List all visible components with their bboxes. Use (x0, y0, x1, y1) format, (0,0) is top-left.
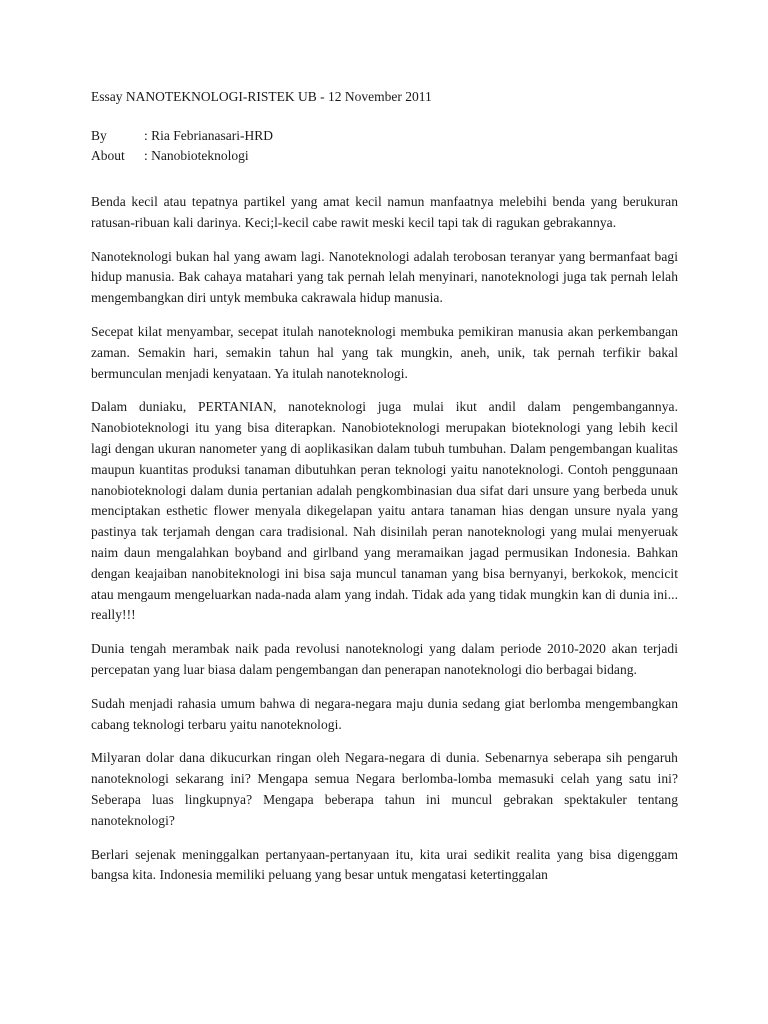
paragraph: Nanoteknologi bukan hal yang awam lagi. Nanoteknologi adalah terobosan teranyar yang bermanfaat bagi hidup manusia. Bak cahaya matahari yang tak pernah lelah menyinari, nanoteknologi juga tak pernah lelah mengembangkan diri untyk membuka cakrawala hidup manusia. (91, 248, 678, 306)
paragraph: Dunia tengah merambak naik pada revolusi nanoteknologi yang dalam periode 2010-2020 akan terjadi percepatan yang luar biasa dalam pengembangan dan penerapan nanoteknologi dio berbagai bidang. (91, 641, 678, 677)
paragraph: Benda kecil atau tepatnya partikel yang amat kecil namun manfaatnya melebihi benda yang berukuran ratusan-ribuan kali darinya. Keci;l-kecil cabe rawit meski kecil tapi tak di ragukan gebrakannya. (91, 194, 678, 230)
document-page (91, 87, 678, 899)
document-meta (91, 126, 678, 166)
meta-label-by: By (91, 128, 107, 143)
paragraph: Berlari sejenak meninggalkan pertanyaan-pertanyaan itu, kita urai sedikit realita yang bisa digenggam bangsa kita. Indonesia memiliki peluang yang besar untuk mengatasi ketertinggalan (91, 846, 678, 883)
meta-row-author (91, 126, 678, 146)
paragraph: Dalam duniaku, PERTANIAN, nanoteknologi juga mulai ikut andil dalam pengembangannya. Nanobioteknologi itu yang bisa diterapkan. Nanobioteknologi merupakan bioteknologi yang lebih kecil lagi dengan ukuran nanometer yang di aoplikasikan dalam tubuh tumbuhan. Dalam pengembangan kualitas maupun kuantitas produksi tanaman dibutuhkan peran teknologi yaitu nanoteknologi. Contoh penggunaan nanobioteknologi dalam dunia pertanian adalah pengkombinasian dua sifat dari unsure yang berbeda unuk menciptakan esthetic flower menyala dikegelapan yaitu antara tanaman hias dengan unsure nyala yang pastinya tak terjamah dengan cara tradisional. Nah disinilah peran nanoteknologi yang mulai menyeruak naim daun mengalahkan boyband and girlband yang meramaikan jagad permusikan Indonesia. Bahkan dengan keajaiban nanobiteknologi ini bisa saja muncul tanaman yang bisa bernyanyi, berkokok, mencicit atau mengaum mengeluarkan nada-nada alam yang indah. Tidak ada yang tidak mungkin kan di dunia ini... really!!! (91, 399, 678, 623)
meta-label-about: About (91, 148, 125, 163)
paragraph: Milyaran dolar dana dikucurkan ringan oleh Negara-negara di dunia. Sebenarnya seberapa sih pengaruh nanoteknologi sekarang ini? Mengapa semua Negara berlomba-lomba memasuki celah yang satu ini? Seberapa luas lingkupnya? Mengapa beberapa tahun ini muncul gebrakan spektakuler tentang nanoteknologi? (91, 750, 678, 828)
meta-value-author: : Ria Febrianasari-HRD (144, 128, 273, 143)
paragraph: Sudah menjadi rahasia umum bahwa di negara-negara maju dunia sedang giat berlomba mengembangkan cabang teknologi terbaru yaitu nanoteknologi. (91, 695, 678, 732)
meta-value-topic: : Nanobioteknologi (144, 148, 249, 163)
paragraph: Secepat kilat menyambar, secepat itulah nanoteknologi membuka pemikiran manusia akan perkembangan zaman. Semakin hari, semakin tahun hal yang tak mungkin, aneh, unik, tak pernah terfikir bakal bermunculan menjadi kenyataan. Ya itulah nanoteknologi. (91, 323, 678, 381)
document-title: Essay NANOTEKNOLOGI-RISTEK UB - 12 November 2011 (91, 89, 432, 104)
meta-row-topic (91, 146, 678, 166)
